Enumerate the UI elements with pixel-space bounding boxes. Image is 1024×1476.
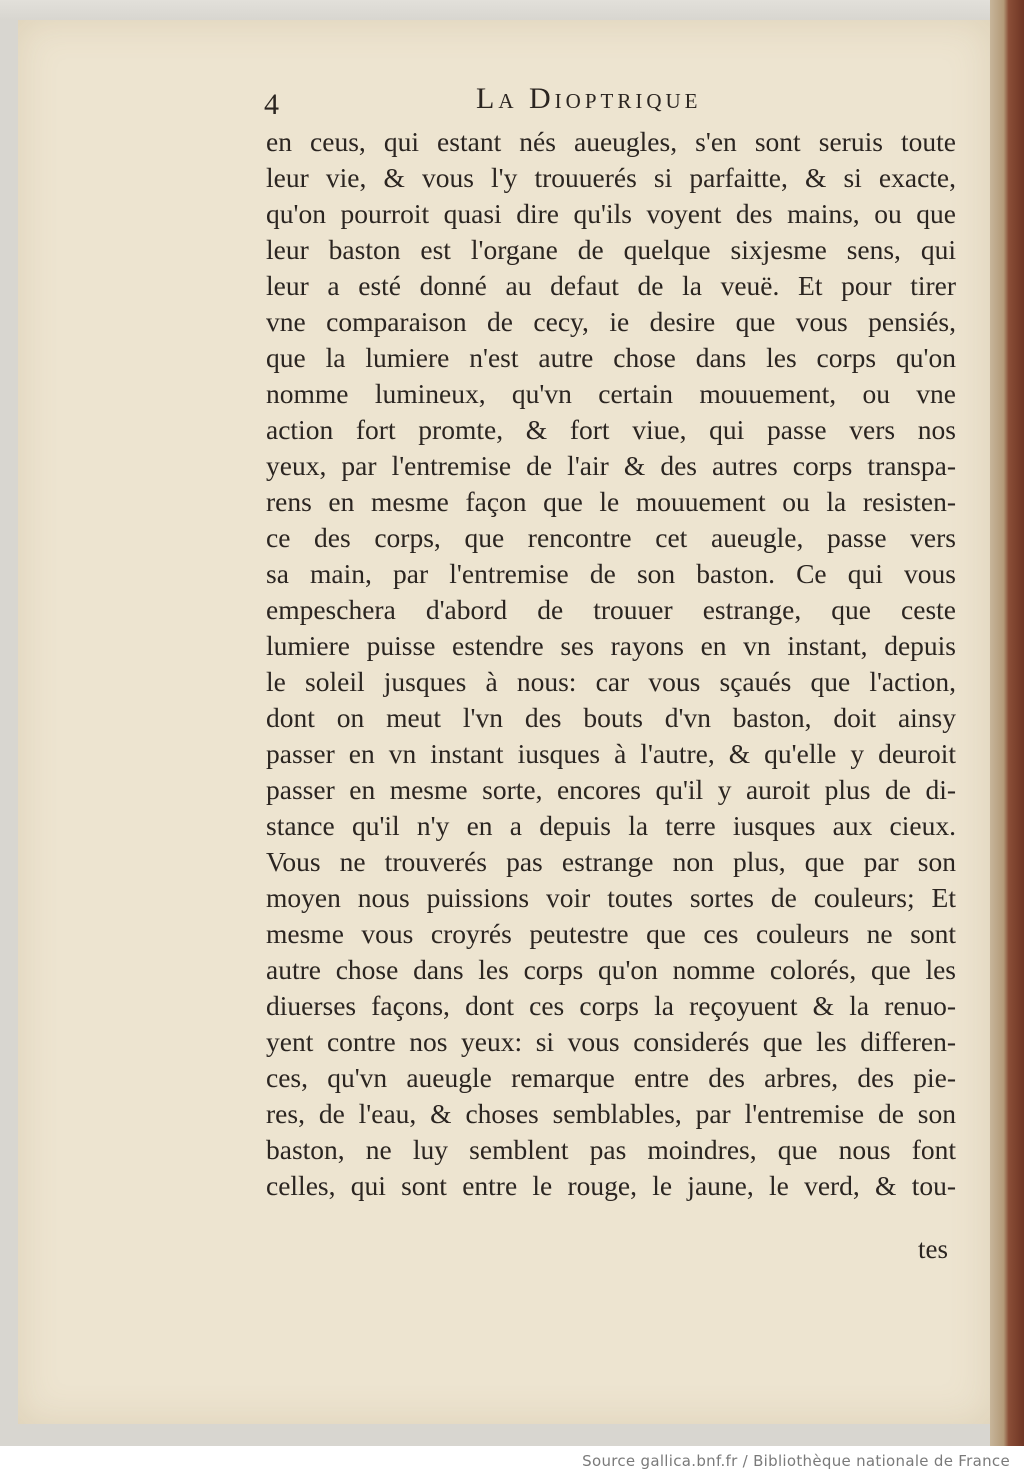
text-line: leur vie, & vous l'y trouuerés si parfaitte, & si exacte,: [266, 162, 956, 193]
text-line: action fort promte, & fort viue, qui passe vers nos: [266, 414, 956, 445]
text-line: dont on meut l'vn des bouts d'vn baston, doit ainsy: [266, 702, 956, 733]
catchword: tes: [918, 1234, 948, 1264]
text-line: sa main, par l'entremise de son baston. Ce qui vous: [266, 558, 956, 589]
text-line: yent contre nos yeux: si vous considerés que les differen-: [266, 1026, 956, 1057]
text-line: yeux, par l'entremise de l'air & des autres corps transpa-: [266, 450, 956, 481]
text-line: nomme lumineux, qu'vn certain mouuement, ou vne: [266, 378, 956, 409]
text-line: que la lumiere n'est autre chose dans les corps qu'on: [266, 342, 956, 373]
text-line: leur a esté donné au defaut de la veuë. Et pour tirer: [266, 270, 956, 301]
text-line: mesme vous croyrés peutestre que ces couleurs ne sont: [266, 918, 956, 949]
source-attribution: Source gallica.bnf.fr / Bibliothèque nationale de France: [582, 1452, 1010, 1470]
text-line: stance qu'il n'y en a depuis la terre iusques aux cieux.: [266, 810, 956, 841]
text-line: celles, qui sont entre le rouge, le jaune, le verd, & tou-: [266, 1170, 956, 1201]
text-line: qu'on pourroit quasi dire qu'ils voyent des mains, ou que: [266, 198, 956, 229]
text-line: Vous ne trouverés pas estrange non plus, que par son: [266, 846, 956, 877]
body-text: [266, 124, 956, 1204]
page-header: [264, 82, 954, 122]
text-line: autre chose dans les corps qu'on nomme colorés, que les: [266, 954, 956, 985]
text-line: vne comparaison de cecy, ie desire que vous pensiés,: [266, 306, 956, 337]
text-line: le soleil jusques à nous: car vous sçaués que l'action,: [266, 666, 956, 697]
text-line: passer en mesme sorte, encores qu'il y auroit plus de di-: [266, 774, 956, 805]
text-line: diuerses façons, dont ces corps la reçoyuent & la renuo-: [266, 990, 956, 1021]
text-line: res, de l'eau, & choses semblables, par l'entremise de son: [266, 1098, 956, 1129]
scan-top-edge: [0, 0, 1024, 20]
text-line: lumiere puisse estendre ses rayons en vn instant, depuis: [266, 630, 956, 661]
text-line: baston, ne luy semblent pas moindres, que nous font: [266, 1134, 956, 1165]
text-line: en ceus, qui estant nés aueugles, s'en sont seruis toute: [266, 126, 956, 157]
book-binding-edge: [990, 0, 1024, 1446]
text-line: rens en mesme façon que le mouuement ou la resisten-: [266, 486, 956, 517]
text-line: leur baston est l'organe de quelque sixjesme sens, qui: [266, 234, 956, 265]
text-line: ces, qu'vn aueugle remarque entre des arbres, des pie-: [266, 1062, 956, 1093]
text-line: empeschera d'abord de trouuer estrange, que ceste: [266, 594, 956, 625]
text-line: ce des corps, que rencontre cet aueugle, passe vers: [266, 522, 956, 553]
page-number: 4: [264, 88, 279, 121]
text-line: passer en vn instant iusques à l'autre, & qu'elle y deuroit: [266, 738, 956, 769]
running-title: La Dioptrique: [476, 82, 702, 115]
text-line: moyen nous puissions voir toutes sortes de couleurs; Et: [266, 882, 956, 913]
